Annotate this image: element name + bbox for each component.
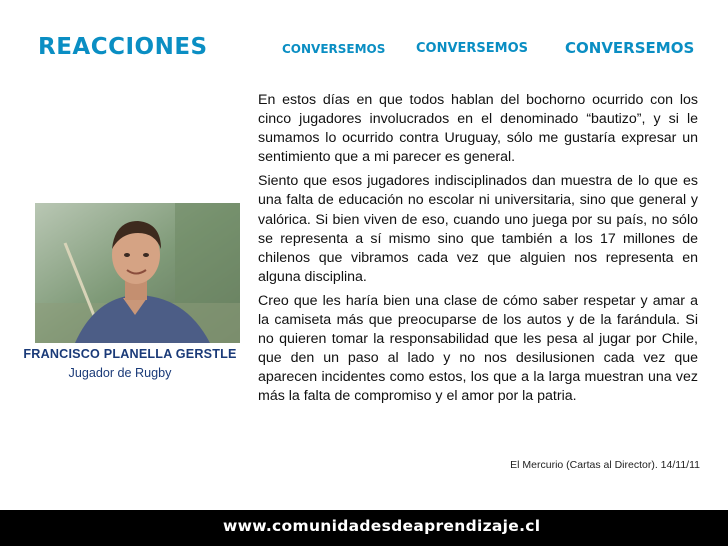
conversemos-label-2: CONVERSEMOS <box>416 41 529 56</box>
conversemos-label-3: CONVERSEMOS <box>565 39 695 57</box>
letter-paragraph-3: Creo que les haría bien una clase de cómo saber respetar y amar a la camiseta más que preocuparse de los autos y de la farándula. Si no quieren tomar la responsabilidad que les pesa al jugar por Chile, que den un paso al lado y no nos desilusionen cada vez que aparecen incidentes como estos, los que a la larga muestran una vez más la falta de compromiso y el amor por la patria. <box>258 292 698 405</box>
page-title: REACCIONES <box>38 34 208 60</box>
letter-source: El Mercurio (Cartas al Director). 14/11/11 <box>510 459 700 471</box>
person-role: Jugador de Rugby <box>68 366 172 380</box>
footer-bar <box>0 510 728 546</box>
footer-website-link[interactable]: www.comunidadesdeaprendizaje.cl <box>223 517 541 535</box>
letter-paragraph-2: Siento que esos jugadores indisciplinados dan muestra de lo que es una falta de educación no escolar ni universitaria, sino que general y valórica. Si bien viven de eso, cuando uno juega por su país, no sólo se representa a sí mismo sino que también a los 17 millones de chilenos que vibramos cada vez que alguien nos representa en alguna disciplina. <box>258 173 698 285</box>
letter-body <box>258 91 698 412</box>
letter-paragraph-1: En estos días en que todos hablan del bochorno ocurrido con los cinco jugadores involucrados en el denominado “bautizo”, y si le sumamos lo ocurrido contra Uruguay, sólo me gustaría expresar un sentimiento que a mi parecer es general. <box>258 92 698 166</box>
person-photo <box>35 203 240 343</box>
conversemos-label-1: CONVERSEMOS <box>282 42 386 56</box>
person-name: FRANCISCO PLANELLA GERSTLE <box>23 347 237 361</box>
person-photo-illustration <box>35 203 240 343</box>
